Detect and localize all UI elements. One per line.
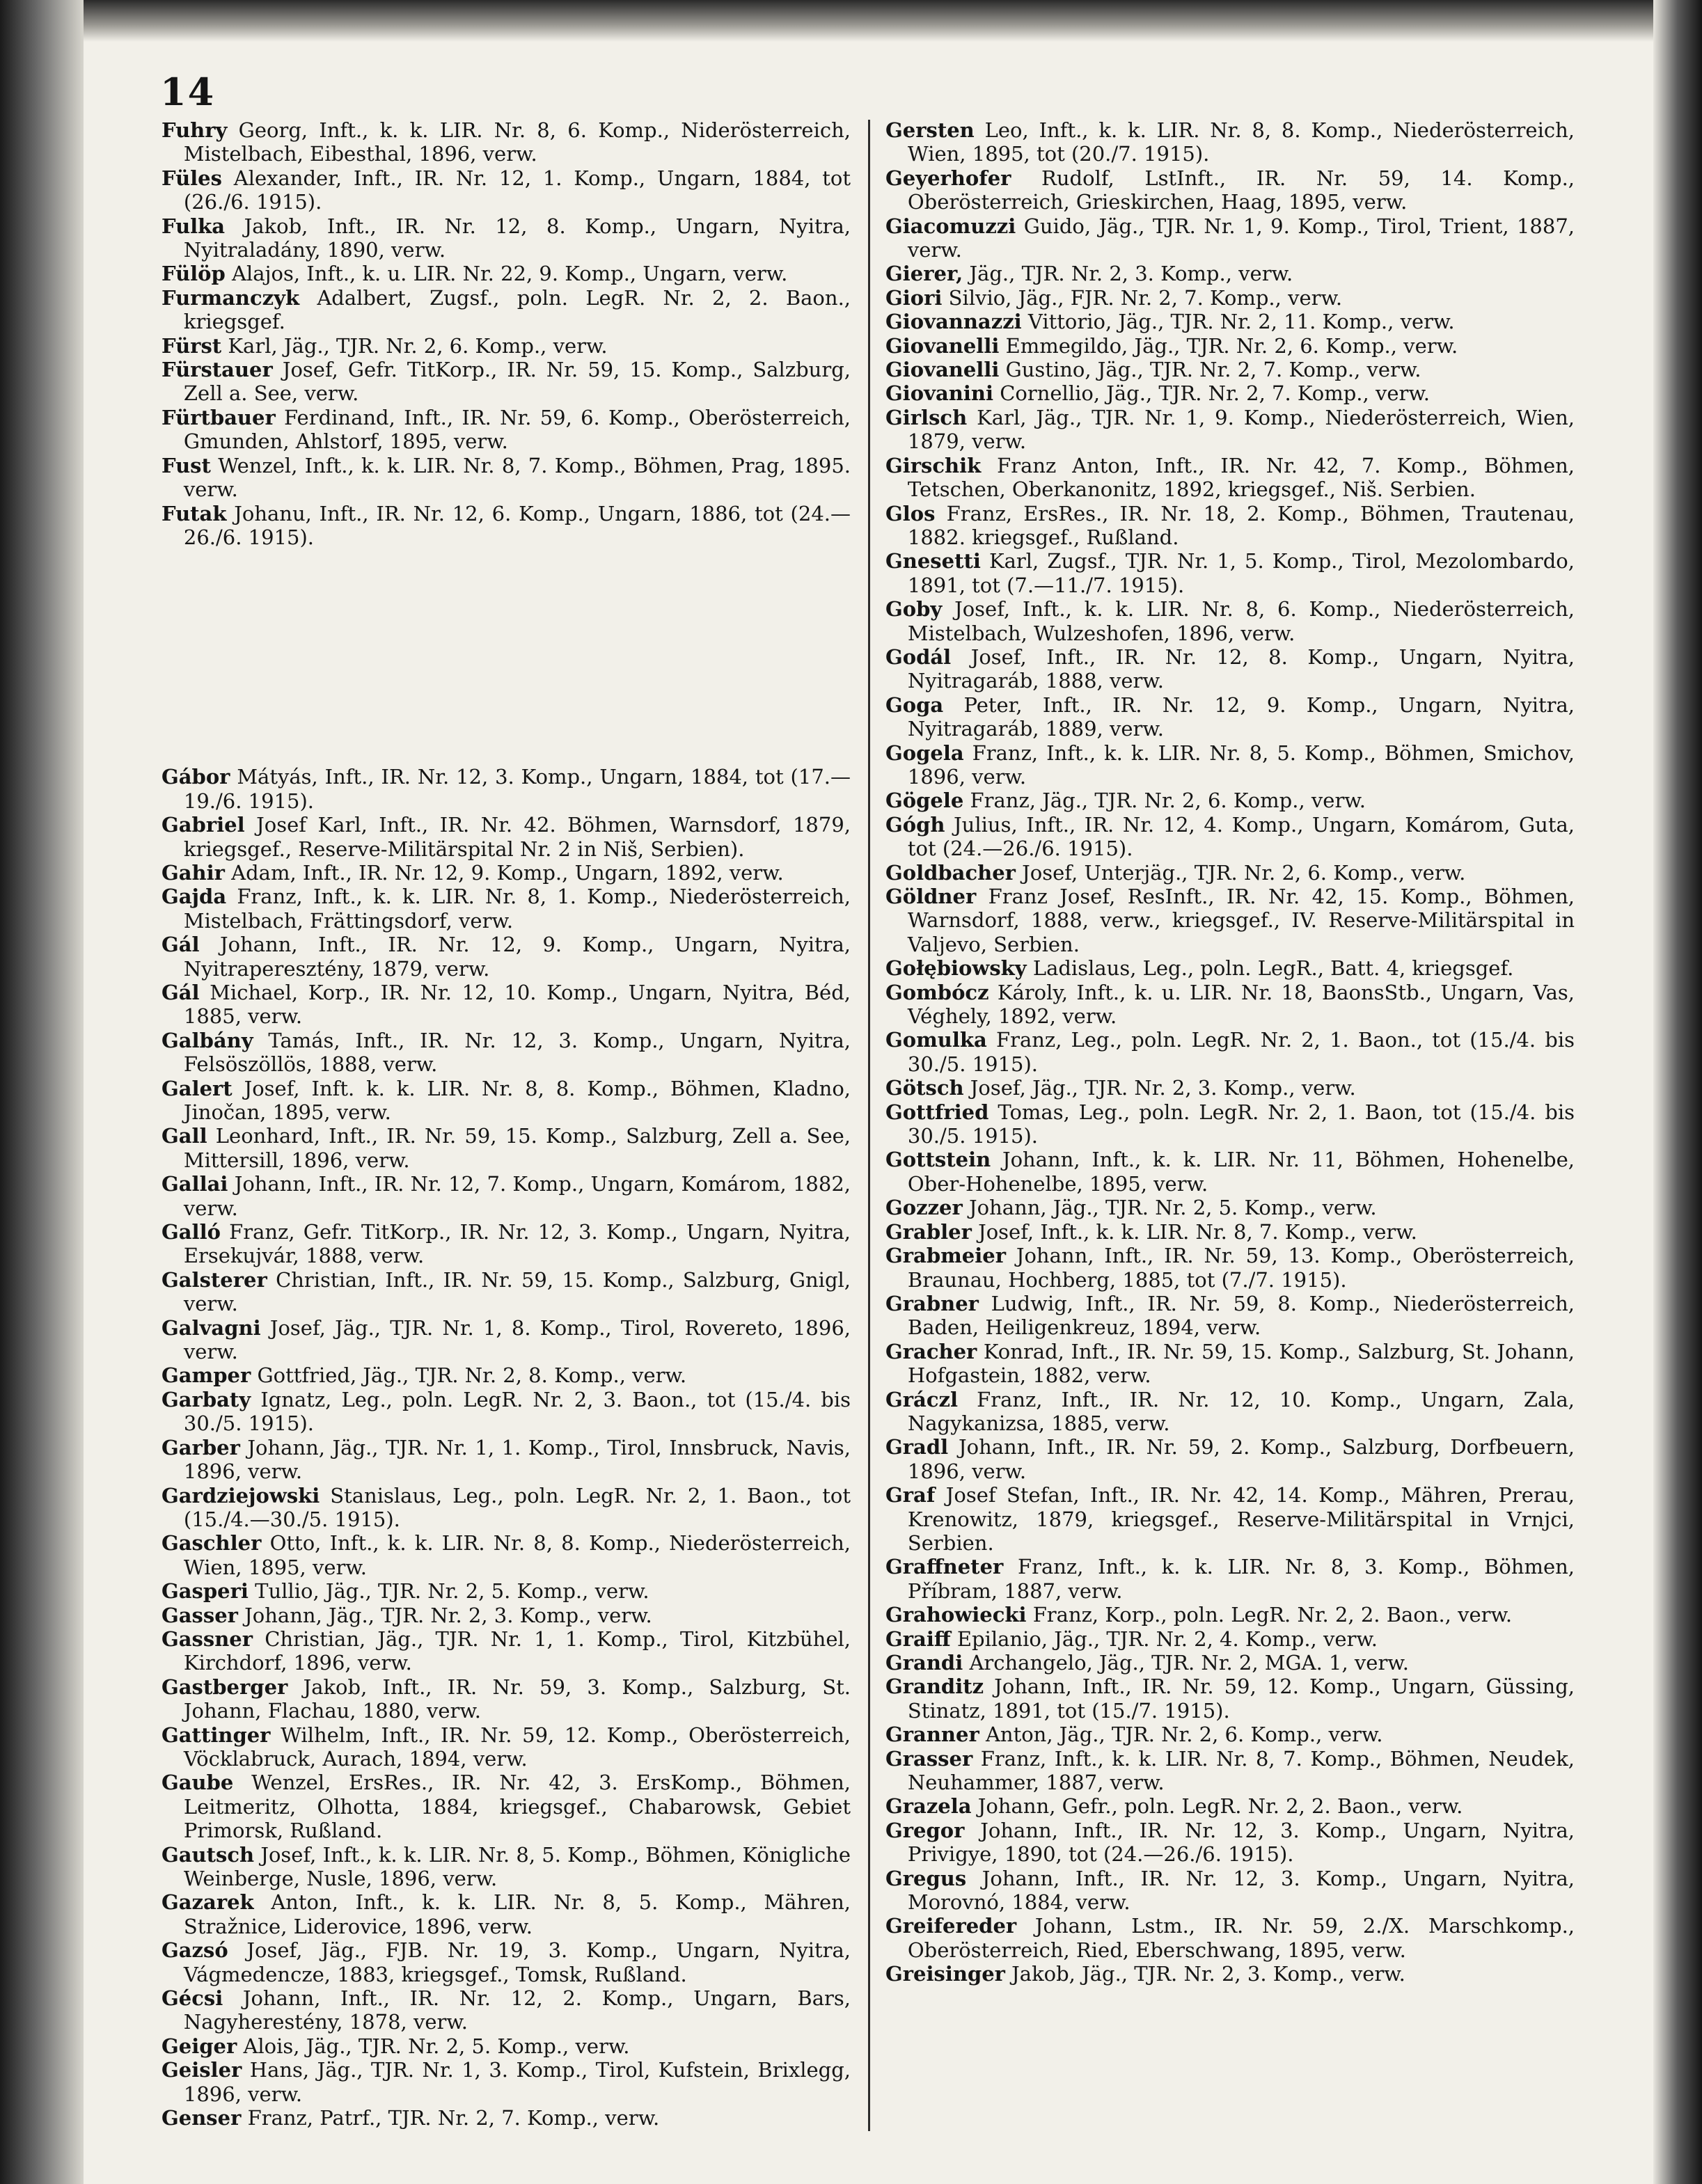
entry-surname: Gajda	[161, 885, 227, 909]
entry-surname: Gazsó	[161, 1938, 228, 1963]
list-entry	[161, 1316, 851, 1364]
entry-details: Josef, Inft. k. k. LIR. Nr. 8, 8. Komp., Böhmen, Kladno, Jinočan, 1895, verw.	[183, 1076, 851, 1124]
entry-details: Adalbert, Zugsf., poln. LegR. Nr. 2, 2. Baon., kriegsgef.	[183, 285, 851, 334]
entry-details: Anton, Jäg., TJR. Nr. 2, 6. Komp., verw.	[985, 1723, 1383, 1747]
entry-details: Johann, Inft., IR. Nr. 12, 7. Komp., Ungarn, Komárom, 1882, verw.	[183, 1172, 851, 1220]
entry-details: Konrad, Inft., IR. Nr. 59, 15. Komp., Salzburg, St. Johann, Hofgastein, 1882, verw.	[907, 1339, 1575, 1388]
entry-surname: Fürst	[161, 333, 222, 358]
scan-shadow-right	[1653, 0, 1702, 2184]
entry-details: Guido, Jäg., TJR. Nr. 1, 9. Komp., Tirol, Trient, 1887, verw.	[907, 214, 1575, 262]
list-entry	[885, 1962, 1575, 1986]
entry-surname: Grabmeier	[885, 1244, 1006, 1268]
list-entry	[885, 645, 1575, 693]
list-entry	[161, 1938, 851, 1986]
list-entry	[885, 1483, 1575, 1555]
entry-surname: Grandi	[885, 1651, 963, 1675]
entry-details: Archangelo, Jäg., TJR. Nr. 2, MGA. 1, verw.	[969, 1651, 1409, 1675]
entry-surname: Grahowiecki	[885, 1603, 1027, 1627]
list-entry	[161, 1268, 851, 1316]
entry-details: Josef Karl, Inft., IR. Nr. 42. Böhmen, Warnsdorf, 1879, kriegsgef., Reserve-Militärspital Nr. 2 in Niš, Serbien).	[183, 813, 851, 861]
list-entry	[161, 1771, 851, 1842]
entry-surname: Galbány	[161, 1028, 253, 1052]
entry-details: Johann, Inft., IR. Nr. 59, 13. Komp., Oberösterreich, Braunau, Hochberg, 1885, tot (7./7. 1915).	[907, 1244, 1575, 1292]
entry-details: Georg, Inft., k. k. LIR. Nr. 8, 6. Komp., Niderösterreich, Mistelbach, Eibesthal, 1896, verw.	[183, 118, 851, 166]
entry-surname: Gnesetti	[885, 549, 981, 573]
entry-surname: Gozzer	[885, 1196, 963, 1220]
entry-surname: Grasser	[885, 1746, 973, 1771]
entry-details: Jakob, Inft., IR. Nr. 59, 3. Komp., Salzburg, St. Johann, Flachau, 1880, verw.	[183, 1675, 851, 1723]
list-entry	[885, 1028, 1575, 1076]
entry-details: Wilhelm, Inft., IR. Nr. 59, 12. Komp., Oberösterreich, Vöcklabruck, Aurach, 1894, verw.	[183, 1723, 851, 1771]
entry-details: Franz, Gefr. TitKorp., IR. Nr. 12, 3. Komp., Ungarn, Nyitra, Ersekujvár, 1888, verw.	[183, 1220, 851, 1268]
entry-details: Ignatz, Leg., poln. LegR. Nr. 2, 3. Baon., tot (15./4. bis 30./5. 1915).	[183, 1387, 851, 1436]
list-entry	[161, 1675, 851, 1723]
list-entry	[885, 1196, 1575, 1219]
entry-surname: Gécsi	[161, 1986, 223, 2011]
page-number: 14	[160, 70, 216, 114]
list-entry	[885, 981, 1575, 1029]
entry-details: Jäg., TJR. Nr. 2, 3. Komp., verw.	[969, 262, 1293, 286]
entry-details: Johann, Jäg., TJR. Nr. 2, 5. Komp., verw.	[969, 1196, 1377, 1220]
list-entry	[161, 1077, 851, 1125]
entry-surname: Giovanelli	[885, 358, 1000, 382]
entry-surname: Gomulka	[885, 1028, 987, 1052]
entry-surname: Gombócz	[885, 980, 989, 1004]
list-entry	[885, 1292, 1575, 1340]
entry-surname: Gál	[161, 933, 200, 957]
entry-details: Mátyás, Inft., IR. Nr. 12, 3. Komp., Ungarn, 1884, tot (17.—19./6. 1915).	[183, 765, 851, 813]
entry-details: Franz, ErsRes., IR. Nr. 18, 2. Komp., Böhmen, Trautenau, 1882. kriegsgef., Rußland.	[907, 501, 1575, 549]
entry-details: Karl, Jäg., TJR. Nr. 2, 6. Komp., verw.	[228, 333, 608, 358]
list-entry	[885, 1747, 1575, 1795]
entry-surname: Goby	[885, 597, 943, 622]
list-entry	[885, 406, 1575, 454]
entry-surname: Genser	[161, 2106, 242, 2130]
entry-details: Jakob, Jäg., TJR. Nr. 2, 3. Komp., verw.	[1011, 1962, 1405, 1986]
list-entry	[161, 1363, 851, 1387]
entry-details: Franz, Inft., k. k. LIR. Nr. 8, 5. Komp., Böhmen, Smichov, 1896, verw.	[907, 741, 1575, 789]
list-entry	[161, 1124, 851, 1172]
entry-surname: Fürstauer	[161, 358, 273, 382]
list-entry	[885, 597, 1575, 645]
section-gap	[161, 549, 851, 765]
entry-surname: Fürtbauer	[161, 405, 276, 429]
list-entry	[161, 1986, 851, 2034]
entry-details: Silvio, Jäg., FJR. Nr. 2, 7. Komp., verw.	[948, 285, 1343, 310]
entry-details: Ludwig, Inft., IR. Nr. 59, 8. Komp., Niederösterreich, Baden, Heiligenkreuz, 1894, verw.	[907, 1291, 1575, 1340]
list-entry	[885, 1148, 1575, 1196]
entry-details: Johann, Gefr., poln. LegR. Nr. 2, 2. Baon., verw.	[977, 1794, 1463, 1819]
entry-surname: Füles	[161, 166, 222, 190]
list-entry	[885, 956, 1575, 980]
list-entry	[161, 981, 851, 1029]
list-entry	[885, 310, 1575, 333]
entry-details: Johann, Inft., IR. Nr. 59, 12. Komp., Ungarn, Güssing, Stinatz, 1891, tot (15./7. 1915).	[907, 1675, 1575, 1723]
list-entry	[885, 741, 1575, 789]
list-entry	[161, 885, 851, 933]
entry-details: Franz, Inft., k. k. LIR. Nr. 8, 7. Komp., Böhmen, Neudek, Neuhammer, 1887, verw.	[907, 1746, 1575, 1795]
list-entry	[161, 454, 851, 502]
list-entry	[885, 1435, 1575, 1483]
entry-details: Peter, Inft., IR. Nr. 12, 9. Komp., Ungarn, Nyitra, Nyitragaráb, 1889, verw.	[907, 693, 1575, 741]
entry-details: Christian, Jäg., TJR. Nr. 1, 1. Komp., Tirol, Kitzbühel, Kirchdorf, 1896, verw.	[183, 1627, 851, 1675]
entry-surname: Furmanczyk	[161, 285, 300, 310]
entry-details: Josef, Unterjäg., TJR. Nr. 2, 6. Komp., verw.	[1022, 860, 1466, 885]
list-entry	[885, 549, 1575, 597]
entry-details: Johann, Lstm., IR. Nr. 59, 2./X. Marschkomp., Oberösterreich, Ried, Eberschwang, 1895, verw.	[907, 1914, 1575, 1962]
list-entry	[885, 334, 1575, 358]
entry-details: Stanislaus, Leg., poln. LegR. Nr. 2, 1. Baon., tot (15./4.—30./5. 1915).	[183, 1483, 851, 1531]
entry-details: Johann, Jäg., TJR. Nr. 2, 3. Komp., verw.	[244, 1603, 652, 1627]
entry-surname: Gál	[161, 980, 200, 1004]
list-entry	[161, 1723, 851, 1771]
entry-surname: Gottstein	[885, 1148, 991, 1172]
entry-details: Tullio, Jäg., TJR. Nr. 2, 5. Komp., verw.	[255, 1579, 649, 1604]
entry-surname: Gazarek	[161, 1890, 254, 1915]
entry-surname: Fuhry	[161, 118, 228, 142]
entry-surname: Futak	[161, 501, 227, 525]
entry-details: Anton, Inft., k. k. LIR. Nr. 8, 5. Komp., Mähren, Stražnice, Liderovice, 1896, verw.	[183, 1890, 851, 1938]
entry-surname: Gregor	[885, 1818, 965, 1842]
entry-surname: Gautsch	[161, 1842, 255, 1867]
entry-details: Wenzel, ErsRes., IR. Nr. 42, 3. ErsKomp., Böhmen, Leitmeritz, Olhotta, 1884, kriegsgef., Chabarowsk, Gebiet Primorsk, Rußland.	[183, 1771, 851, 1843]
list-entry	[885, 1914, 1575, 1962]
entry-surname: Gaschler	[161, 1531, 262, 1556]
column-divider	[868, 120, 870, 2131]
entry-surname: Goga	[885, 693, 944, 717]
entry-details: Josef, Jäg., TJR. Nr. 1, 8. Komp., Tirol, Rovereto, 1896, verw.	[183, 1315, 851, 1364]
list-entry	[885, 1819, 1575, 1867]
entry-surname: Gardziejowski	[161, 1483, 320, 1508]
entry-surname: Grabler	[885, 1219, 972, 1244]
entry-surname: Galló	[161, 1220, 221, 1244]
list-entry	[885, 1220, 1575, 1244]
list-entry	[885, 118, 1575, 166]
entry-surname: Giacomuzzi	[885, 214, 1016, 238]
entry-surname: Graiff	[885, 1627, 951, 1651]
entry-surname: Galsterer	[161, 1267, 267, 1292]
list-entry	[885, 1675, 1575, 1723]
entry-details: Alois, Jäg., TJR. Nr. 2, 5. Komp., verw.	[243, 2034, 630, 2058]
entry-details: Josef, Jäg., TJR. Nr. 2, 3. Komp., verw.	[970, 1076, 1356, 1100]
entry-details: Johann, Inft., k. k. LIR. Nr. 11, Böhmen, Hohenelbe, Ober-Hohenelbe, 1895, verw.	[907, 1148, 1575, 1196]
entry-details: Franz, Inft., IR. Nr. 12, 10. Komp., Ungarn, Zala, Nagykanizsa, 1885, verw.	[907, 1387, 1575, 1435]
list-entry	[161, 262, 851, 285]
scan-shadow-left	[0, 0, 84, 2184]
entry-surname: Fulka	[161, 214, 226, 238]
list-entry	[161, 861, 851, 885]
entry-details: Emmegildo, Jäg., TJR. Nr. 2, 6. Komp., verw.	[1005, 333, 1458, 358]
list-entry	[161, 1531, 851, 1579]
list-entry	[161, 765, 851, 813]
entry-details: Ferdinand, Inft., IR. Nr. 59, 6. Komp., Oberösterreich, Gmunden, Ahlstorf, 1895, verw.	[183, 405, 851, 454]
entry-details: Johann, Inft., IR. Nr. 12, 2. Komp., Ungarn, Bars, Nagyherestény, 1878, verw.	[183, 1986, 851, 2034]
entry-surname: Girschik	[885, 453, 982, 477]
entry-surname: Garber	[161, 1435, 240, 1459]
entry-details: Franz Josef, ResInft., IR. Nr. 42, 15. Komp., Böhmen, Warnsdorf, 1888, verw., kriegsgef., IV. Reserve-Militärspital in Valjevo, Serbien.	[907, 885, 1575, 956]
entry-details: Alajos, Inft., k. u. LIR. Nr. 22, 9. Komp., Ungarn, verw.	[232, 262, 788, 286]
list-entry	[161, 1220, 851, 1268]
entry-details: Josef, Inft., k. k. LIR. Nr. 8, 5. Komp., Böhmen, Königliche Weinberge, Nusle, 1896, verw.	[183, 1842, 851, 1890]
list-entry	[161, 1172, 851, 1220]
entry-surname: Gamper	[161, 1363, 251, 1388]
entry-surname: Glos	[885, 501, 936, 525]
entry-details: Franz, Jäg., TJR. Nr. 2, 6. Komp., verw.	[970, 789, 1366, 813]
right-column	[885, 118, 1575, 1986]
entry-surname: Göldner	[885, 885, 977, 908]
list-entry	[885, 885, 1575, 956]
list-entry	[161, 118, 851, 166]
entry-surname: Gattinger	[161, 1723, 271, 1747]
entry-details: Josef, Inft., k. k. LIR. Nr. 8, 6. Komp., Niederösterreich, Mistelbach, Wulzeshofen, 1896, verw.	[907, 597, 1575, 645]
list-entry	[161, 2058, 851, 2106]
entry-surname: Greisinger	[885, 1962, 1005, 1986]
list-entry	[161, 334, 851, 358]
list-entry	[885, 454, 1575, 502]
entry-details: Josef, Inft., k. k. LIR. Nr. 8, 7. Komp., verw.	[978, 1219, 1417, 1244]
entry-surname: Geiger	[161, 2034, 237, 2058]
entry-details: Johann, Inft., IR. Nr. 59, 2. Komp., Salzburg, Dorfbeuern, 1896, verw.	[907, 1435, 1575, 1483]
entry-surname: Götsch	[885, 1076, 964, 1100]
list-entry	[885, 1244, 1575, 1292]
list-entry	[885, 358, 1575, 381]
entry-surname: Gassner	[161, 1627, 253, 1651]
entry-surname: Galert	[161, 1076, 233, 1100]
list-entry	[885, 1100, 1575, 1148]
list-entry	[885, 1627, 1575, 1651]
entry-details: Johanu, Inft., IR. Nr. 12, 6. Komp., Ungarn, 1886, tot (24.—26./6. 1915).	[183, 501, 851, 549]
entry-details: Franz, Patrf., TJR. Nr. 2, 7. Komp., verw.	[247, 2106, 660, 2130]
list-entry	[161, 1579, 851, 1603]
entry-surname: Giovannazzi	[885, 310, 1022, 334]
list-entry	[161, 933, 851, 981]
entry-details: Wenzel, Inft., k. k. LIR. Nr. 8, 7. Komp., Böhmen, Prag, 1895. verw.	[183, 453, 851, 502]
list-entry	[885, 166, 1575, 214]
list-entry	[161, 502, 851, 550]
entry-details: Leonhard, Inft., IR. Nr. 59, 15. Komp., Salzburg, Zell a. See, Mittersill, 1896, verw.	[183, 1124, 851, 1172]
entry-surname: Gastberger	[161, 1675, 288, 1699]
entry-surname: Giori	[885, 285, 943, 310]
entry-surname: Girlsch	[885, 405, 968, 429]
entry-surname: Gahir	[161, 860, 225, 885]
list-entry	[161, 1029, 851, 1077]
entry-details: Franz, Leg., poln. LegR. Nr. 2, 1. Baon., tot (15./4. bis 30./5. 1915).	[907, 1028, 1575, 1076]
list-entry	[161, 358, 851, 406]
list-entry	[161, 214, 851, 262]
entry-details: Josef, Jäg., FJB. Nr. 19, 3. Komp., Ungarn, Nyitra, Vágmedencze, 1883, kriegsgef., Tomsk, Rußland.	[183, 1938, 851, 1986]
entry-details: Otto, Inft., k. k. LIR. Nr. 8, 8. Komp., Niederösterreich, Wien, 1895, verw.	[183, 1531, 851, 1579]
entry-details: Alexander, Inft., IR. Nr. 12, 1. Komp., Ungarn, 1884, tot (26./6. 1915).	[183, 166, 851, 214]
list-entry	[161, 1843, 851, 1891]
list-entry	[161, 286, 851, 334]
entry-surname: Giovanini	[885, 381, 993, 406]
entry-surname: Gierer,	[885, 262, 963, 286]
entry-surname: Geyerhofer	[885, 166, 1011, 190]
entry-details: Karl, Jäg., TJR. Nr. 1, 9. Komp., Niederösterreich, Wien, 1879, verw.	[907, 405, 1575, 454]
entry-surname: Grazela	[885, 1794, 972, 1819]
entry-details: Johann, Inft., IR. Nr. 12, 3. Komp., Ungarn, Nyitra, Morovnó, 1884, verw.	[907, 1866, 1575, 1915]
list-entry	[161, 1388, 851, 1436]
list-entry	[885, 1651, 1575, 1675]
list-entry	[885, 1723, 1575, 1746]
entry-details: Karl, Zugsf., TJR. Nr. 1, 5. Komp., Tirol, Mezolombardo, 1891, tot (7.—11./7. 1915).	[907, 549, 1575, 597]
list-entry	[885, 286, 1575, 310]
entry-details: Rudolf, LstInft., IR. Nr. 59, 14. Komp., Oberösterreich, Grieskirchen, Haag, 1895, verw.	[907, 166, 1575, 214]
entry-details: Jakob, Inft., IR. Nr. 12, 8. Komp., Ungarn, Nyitra, Nyitraladány, 1890, verw.	[183, 214, 851, 262]
list-entry	[885, 1340, 1575, 1388]
entry-surname: Gołębiowsky	[885, 956, 1027, 981]
entry-details: Franz, Korp., poln. LegR. Nr. 2, 2. Baon., verw.	[1032, 1603, 1513, 1627]
entry-surname: Gasser	[161, 1603, 238, 1627]
entry-surname: Gráczl	[885, 1387, 958, 1411]
entry-surname: Godál	[885, 644, 952, 669]
entry-surname: Gottfried	[885, 1100, 989, 1124]
entry-surname: Granditz	[885, 1675, 984, 1699]
entry-surname: Fülöp	[161, 262, 226, 286]
entry-details: Franz Anton, Inft., IR. Nr. 42, 7. Komp., Böhmen, Tetschen, Oberkanonitz, 1892, kriegsgef., Niš. Serbien.	[907, 453, 1575, 502]
list-entry	[161, 1436, 851, 1484]
scan-shadow-top	[0, 0, 1702, 42]
entry-details: Cornellio, Jäg., TJR. Nr. 2, 7. Komp., verw.	[1000, 381, 1430, 406]
entry-details: Ladislaus, Leg., poln. LegR., Batt. 4, kriegsgef.	[1032, 956, 1514, 981]
list-entry	[161, 406, 851, 454]
entry-surname: Goldbacher	[885, 860, 1016, 885]
entry-details: Josef, Inft., IR. Nr. 12, 8. Komp., Ungarn, Nyitra, Nyitragaráb, 1888, verw.	[907, 644, 1575, 693]
entry-surname: Gabriel	[161, 813, 245, 837]
entry-surname: Gallai	[161, 1172, 228, 1196]
list-entry	[885, 861, 1575, 885]
list-entry	[885, 1388, 1575, 1436]
entry-details: Hans, Jäg., TJR. Nr. 1, 3. Komp., Tirol, Kufstein, Brixlegg, 1896, verw.	[183, 2058, 851, 2106]
list-entry	[885, 502, 1575, 550]
list-entry	[885, 813, 1575, 861]
entry-surname: Gracher	[885, 1339, 977, 1363]
list-entry	[161, 1604, 851, 1627]
entry-surname: Gábor	[161, 765, 230, 789]
list-entry	[885, 1555, 1575, 1603]
entry-surname: Fust	[161, 453, 211, 477]
entry-surname: Gogela	[885, 741, 964, 765]
entry-details: Johann, Inft., IR. Nr. 12, 3. Komp., Ungarn, Nyitra, Privigye, 1890, tot (24.—26./6. 1915).	[907, 1818, 1575, 1867]
entry-surname: Garbaty	[161, 1387, 251, 1411]
entry-details: Tomas, Leg., poln. LegR. Nr. 2, 1. Baon, tot (15./4. bis 30./5. 1915).	[907, 1100, 1575, 1148]
entry-details: Julius, Inft., IR. Nr. 12, 4. Komp., Ungarn, Komárom, Guta, tot (24.—26./6. 1915).	[907, 812, 1575, 861]
entry-details: Epilanio, Jäg., TJR. Nr. 2, 4. Komp., verw.	[956, 1627, 1378, 1651]
list-entry	[161, 2106, 851, 2130]
entry-surname: Gregus	[885, 1866, 967, 1890]
entry-details: Károly, Inft., k. u. LIR. Nr. 18, BaonsStb., Ungarn, Vas, Véghely, 1892, verw.	[907, 980, 1575, 1029]
entry-details: Franz, Inft., k. k. LIR. Nr. 8, 3. Komp., Böhmen, Příbram, 1887, verw.	[907, 1555, 1575, 1603]
list-entry	[161, 813, 851, 861]
entry-surname: Gaube	[161, 1771, 234, 1795]
entry-surname: Gasperi	[161, 1579, 249, 1604]
entry-surname: Gall	[161, 1124, 207, 1148]
entry-details: Gottfried, Jäg., TJR. Nr. 2, 8. Komp., verw.	[257, 1363, 687, 1388]
entry-surname: Giovanelli	[885, 333, 1000, 358]
list-entry	[161, 1627, 851, 1675]
list-entry	[885, 262, 1575, 285]
entry-surname: Geisler	[161, 2058, 242, 2082]
left-column	[161, 118, 851, 2130]
entry-details: Gustino, Jäg., TJR. Nr. 2, 7. Komp., verw.	[1005, 358, 1421, 382]
entry-details: Christian, Inft., IR. Nr. 59, 15. Komp., Salzburg, Gnigl, verw.	[183, 1267, 851, 1316]
list-entry	[161, 2034, 851, 2058]
entry-details: Josef, Gefr. TitKorp., IR. Nr. 59, 15. Komp., Salzburg, Zell a. See, verw.	[183, 358, 851, 406]
list-entry	[885, 381, 1575, 405]
entry-surname: Graffneter	[885, 1555, 1004, 1579]
entry-details: Michael, Korp., IR. Nr. 12, 10. Komp., Ungarn, Nyitra, Béd, 1885, verw.	[183, 980, 851, 1029]
list-entry	[885, 1867, 1575, 1915]
entry-details: Leo, Inft., k. k. LIR. Nr. 8, 8. Komp., Niederösterreich, Wien, 1895, tot (20./7. 1915).	[907, 118, 1575, 166]
entry-details: Vittorio, Jäg., TJR. Nr. 2, 11. Komp., verw.	[1027, 310, 1455, 334]
entry-details: Adam, Inft., IR. Nr. 12, 9. Komp., Ungarn, 1892, verw.	[231, 860, 784, 885]
list-entry	[885, 1794, 1575, 1818]
entry-surname: Granner	[885, 1723, 979, 1747]
list-entry	[885, 693, 1575, 741]
entry-surname: Graf	[885, 1483, 936, 1508]
entry-details: Tamás, Inft., IR. Nr. 12, 3. Komp., Ungarn, Nyitra, Felsöszöllös, 1888, verw.	[183, 1028, 851, 1077]
list-entry	[885, 214, 1575, 262]
entry-surname: Greifereder	[885, 1914, 1017, 1938]
list-entry	[161, 1890, 851, 1938]
entry-surname: Grabner	[885, 1291, 979, 1315]
list-entry	[885, 1603, 1575, 1627]
list-entry	[885, 789, 1575, 812]
entry-details: Josef Stefan, Inft., IR. Nr. 42, 14. Komp., Mähren, Prerau, Krenowitz, 1879, kriegsgef., Reserve-Militärspital in Vrnjci, Serbien.	[907, 1483, 1575, 1555]
entry-surname: Gersten	[885, 118, 975, 142]
entry-details: Johann, Jäg., TJR. Nr. 1, 1. Komp., Tirol, Innsbruck, Navis, 1896, verw.	[183, 1435, 851, 1484]
list-entry	[161, 166, 851, 214]
list-entry	[885, 1076, 1575, 1100]
entry-details: Johann, Inft., IR. Nr. 12, 9. Komp., Ungarn, Nyitra, Nyitraperesztény, 1879, verw.	[183, 933, 851, 981]
entry-surname: Galvagni	[161, 1315, 261, 1340]
entry-surname: Gradl	[885, 1435, 949, 1459]
entry-surname: Gógh	[885, 812, 945, 837]
list-entry	[161, 1484, 851, 1532]
entry-details: Franz, Inft., k. k. LIR. Nr. 8, 1. Komp., Niederösterreich, Mistelbach, Frättingsdorf, verw.	[183, 885, 851, 933]
entry-surname: Gögele	[885, 789, 964, 813]
